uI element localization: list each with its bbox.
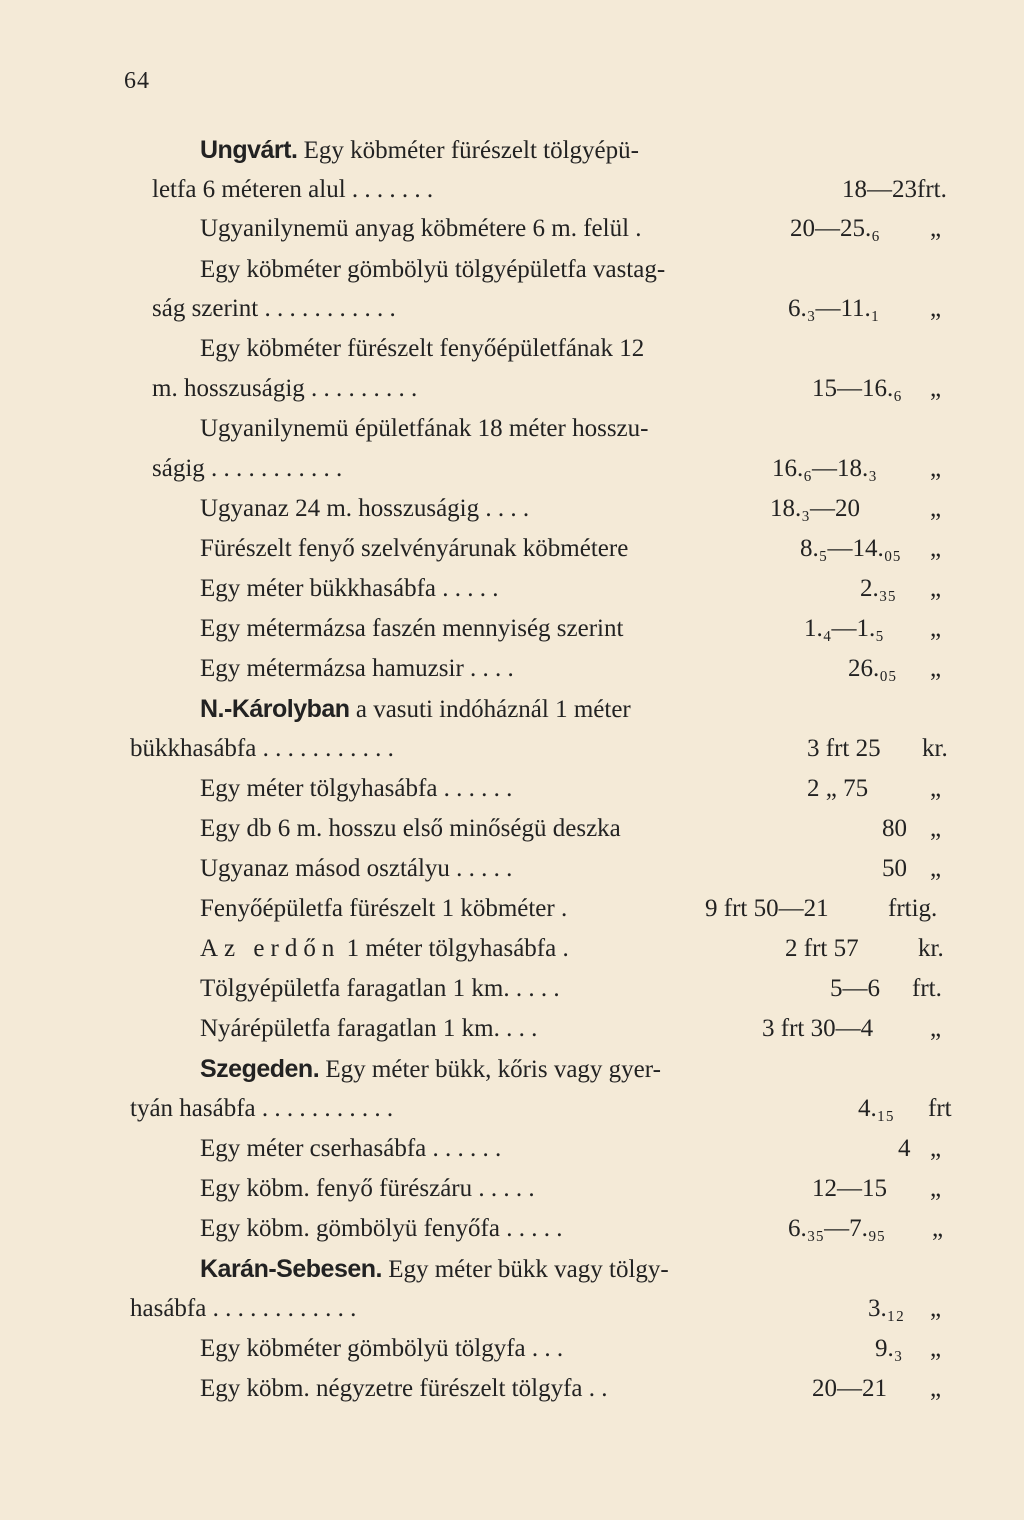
entry-text: Egy köbméter fürészelt tölgyépü- <box>297 137 639 164</box>
price-value: 4 <box>898 1135 911 1162</box>
entry-line-6 <box>200 329 644 369</box>
entry-line-22 <box>200 969 962 1009</box>
price-value: 18.₃—20 <box>770 495 860 522</box>
price-unit: frtig. <box>888 895 938 922</box>
entry-line-28 <box>200 1209 962 1249</box>
price-value: 8.₅—14.₀₅ <box>800 535 902 562</box>
entry-line-9 <box>152 449 962 489</box>
place-heading-nkaroly: N.-Károlyban <box>200 695 350 723</box>
entry-text: m. hosszuságig . . . . . . . . . <box>152 375 418 402</box>
entry-text: Egy köbm. gömbölyü fenyőfa . . . . . <box>200 1215 563 1242</box>
entry-text: Egy köbm. négyzetre fürészelt tölgyfa . . <box>200 1375 608 1402</box>
entry-text: ság szerint . . . . . . . . . . . <box>152 295 396 322</box>
price-unit: „ <box>930 1135 942 1162</box>
entry-text: Egy métermázsa hamuzsir . . . . <box>200 655 514 682</box>
price-unit: kr. <box>918 935 944 962</box>
entry-text: tyán hasábfa . . . . . . . . . . . <box>130 1095 394 1122</box>
entry-text: Az erdőn <box>200 935 341 962</box>
entry-text: Egy méter tölgyhasábfa . . . . . . <box>200 775 513 802</box>
entry-text: Ugyanilynemü épületfának 18 méter hosszu- <box>200 415 649 442</box>
price-unit: „ <box>930 655 942 682</box>
price-value: 50 <box>882 855 907 882</box>
entry-line-8 <box>200 409 648 449</box>
price-value: 20—21 <box>812 1375 887 1402</box>
entry-line-13 <box>200 609 962 649</box>
page-number: 64 <box>124 68 150 94</box>
entry-text: Ugyanaz másod osztályu . . . . . <box>200 855 513 882</box>
price-unit: „ <box>930 855 942 882</box>
entry-line-25 <box>130 1089 962 1129</box>
price-value: 2 „ 75 <box>807 775 869 802</box>
entry-text: Egy köbm. fenyő fürészáru . . . . . <box>200 1175 535 1202</box>
price-unit: „ <box>930 1015 942 1042</box>
price-unit: „ <box>930 1335 942 1362</box>
entry-text: Egy métermázsa faszén mennyiség szerint <box>200 615 624 642</box>
entry-text: Ugyanaz 24 m. hosszuságig . . . . <box>200 495 530 522</box>
entry-text: Egy köbméter gömbölyü tölgyépületfa vastag- <box>200 256 666 283</box>
entry-text: hasábfa . . . . . . . . . . . . <box>130 1295 357 1322</box>
entry-text: Egy köbméter gömbölyü tölgyfa . . . <box>200 1335 564 1362</box>
place-heading-szeged: Szegeden. <box>200 1055 320 1083</box>
entry-line-19 <box>200 849 962 889</box>
price-value: 15—16.₆ <box>812 375 902 402</box>
price-unit: „ <box>930 1375 942 1402</box>
entry-text: Ugyanilynemü anyag köbmétere 6 m. felül . <box>200 215 642 242</box>
entry-text: Egy méter bükkhasábfa . . . . . <box>200 575 499 602</box>
price-unit: kr. <box>922 735 948 762</box>
price-unit: frt <box>928 1095 952 1122</box>
entry-line-20 <box>200 889 962 929</box>
entry-text: Nyárépületfa faragatlan 1 km. . . . <box>200 1015 538 1042</box>
entry-text: Egy méter bükk vagy tölgy- <box>381 1256 669 1283</box>
price-value: 3.₁₂ <box>868 1295 905 1322</box>
price-unit: „ <box>930 1175 942 1202</box>
price-unit: „ <box>930 1295 942 1322</box>
entry-line-5 <box>152 289 962 329</box>
entry-line-21 <box>200 929 962 969</box>
price-value: 5—6 <box>830 975 880 1002</box>
entry-line-2 <box>152 170 962 210</box>
price-unit: „ <box>930 775 942 802</box>
price-value: 9 frt 50—21 <box>705 895 829 922</box>
price-unit: „ <box>930 615 942 642</box>
price-value: 18—23 <box>842 176 917 203</box>
entry-line-4 <box>200 250 665 290</box>
entry-line-7 <box>152 369 962 409</box>
entry-line-15 <box>200 689 631 729</box>
price-value: 80 <box>882 815 907 842</box>
price-value: 2.₃₅ <box>860 575 897 602</box>
entry-line-31 <box>200 1329 962 1369</box>
price-unit: „ <box>930 535 942 562</box>
price-value: 9.₃ <box>875 1335 903 1362</box>
entry-line-18 <box>200 809 962 849</box>
price-value: 16.₆—18.₃ <box>772 455 877 482</box>
entry-line-27 <box>200 1169 962 1209</box>
entry-text: Egy méter bükk, kőris vagy gyer- <box>319 1056 661 1083</box>
entry-text: letfa 6 méteren alul . . . . . . . <box>152 176 434 203</box>
entry-text: a vasuti indóháznál 1 méter <box>349 696 631 723</box>
price-value: 3 frt 30—4 <box>762 1015 874 1042</box>
price-unit: „ <box>930 575 942 602</box>
entry-line-23 <box>200 1009 962 1049</box>
entry-line-26 <box>200 1129 962 1169</box>
entry-text: bükkhasábfa . . . . . . . . . . . <box>130 735 394 762</box>
entry-line-14 <box>200 649 962 689</box>
entry-text: Tölgyépületfa faragatlan 1 km. . . . . <box>200 975 560 1002</box>
entry-line-3 <box>200 209 962 249</box>
price-value: 26.₀₅ <box>848 655 897 682</box>
place-heading-karansebes: Karán-Sebesen. <box>200 1255 382 1283</box>
price-value: 2 frt 57 <box>785 935 859 962</box>
entry-text: Egy db 6 m. hosszu első minőségü deszka <box>200 815 621 842</box>
price-unit: „ <box>930 455 942 482</box>
entry-line-16 <box>130 729 962 769</box>
entry-line-12 <box>200 569 962 609</box>
entry-line-17 <box>200 769 962 809</box>
price-value: 4.₁₅ <box>858 1095 895 1122</box>
entry-line-29 <box>200 1249 669 1289</box>
price-unit: „ <box>930 375 942 402</box>
price-unit: „ <box>932 1215 944 1242</box>
price-unit: frt. <box>912 975 942 1002</box>
price-unit: frt. <box>917 176 947 203</box>
price-value: 1.₄—1.₅ <box>804 615 884 642</box>
price-value: 6.₃₅—7.₉₅ <box>788 1215 886 1242</box>
entry-line-30 <box>130 1289 962 1329</box>
price-value: 20—25.₆ <box>790 215 880 242</box>
entry-text: Egy méter cserhasábfa . . . . . . <box>200 1135 502 1162</box>
entry-line-1 <box>200 130 639 170</box>
entry-text: Fürészelt fenyő szelvényárunak köbmétere <box>200 535 629 562</box>
entry-text: Egy köbméter fürészelt fenyőépületfának 12 <box>200 335 645 362</box>
entry-text: Fenyőépületfa fürészelt 1 köbméter . <box>200 895 568 922</box>
place-heading-ungvar: Ungvárt. <box>200 136 298 164</box>
entry-line-10 <box>200 489 962 529</box>
price-unit: „ <box>930 815 942 842</box>
price-unit: „ <box>930 215 942 242</box>
price-value: 6.₃—11.₁ <box>788 295 880 322</box>
price-value: 3 frt 25 <box>807 735 881 762</box>
entry-line-24 <box>200 1049 661 1089</box>
entry-text: ságig . . . . . . . . . . . <box>152 455 343 482</box>
entry-text: 1 méter tölgyhasábfa . <box>340 935 569 962</box>
price-unit: „ <box>930 295 942 322</box>
price-value: 12—15 <box>812 1175 887 1202</box>
entry-line-32 <box>200 1369 962 1409</box>
entry-line-11 <box>200 529 962 569</box>
price-unit: „ <box>930 495 942 522</box>
